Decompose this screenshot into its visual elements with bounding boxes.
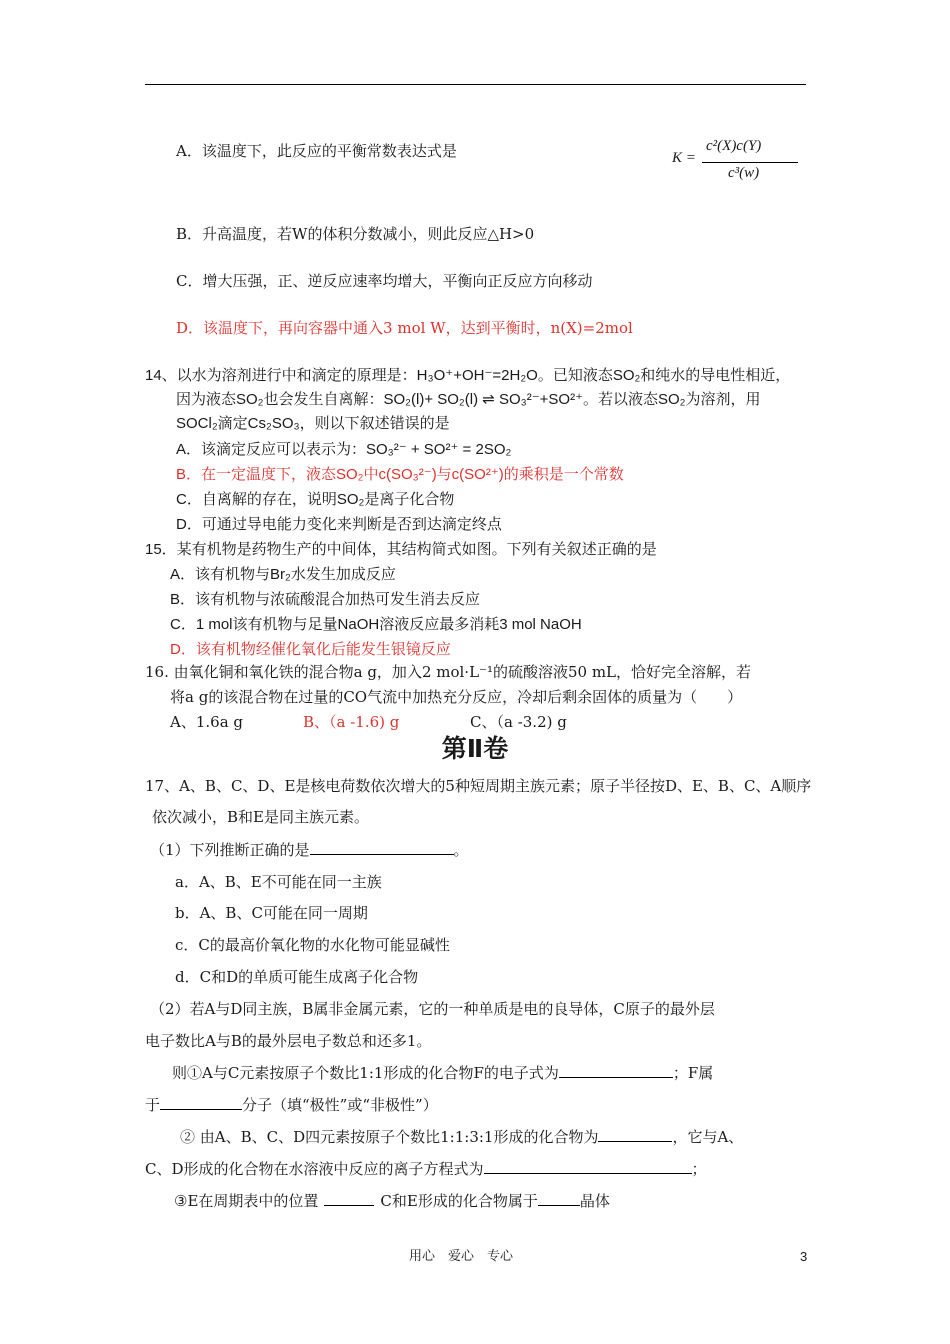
- q17-subq1-prompt: 则①A与C元素按原子个数比1:1形成的化合物F的电子式为: [172, 1064, 559, 1082]
- formula-numerator: c²(X)c(Y): [706, 138, 762, 154]
- formula-k: K =: [672, 150, 696, 166]
- q17-part2-line1: （2）若A与D同主族，B属非金属元素，它的一种单质是电的良导体，C原子的最外层: [150, 1000, 715, 1018]
- q17-option-a: a．A、B、E不可能在同一主族: [175, 873, 382, 891]
- q14-stem-line2: 因为液态SO₂也会发生自离解：SO₂(l)+ SO₂(l) ⇌ SO₃²⁻+SO²⁺。若以液态SO₂为溶剂，用: [176, 391, 761, 408]
- answer-blank[interactable]: [484, 1159, 692, 1174]
- answer-blank[interactable]: [160, 1095, 242, 1110]
- section-title: 第Ⅱ卷: [441, 734, 509, 763]
- q17-subq1-hint: 分子（填“极性”或“非极性”）: [242, 1096, 438, 1114]
- q17-part1-prompt: （1）下列推断正确的是: [150, 841, 310, 859]
- formula-denominator: c³(w): [728, 165, 760, 181]
- q14-option-c: C．自离解的存在，说明SO₂是离子化合物: [176, 491, 455, 508]
- q17-subq3-prompt: ③E在周期表中的位置: [174, 1192, 319, 1210]
- q14-stem-line1: 14、以水为溶剂进行中和滴定的原理是：H₃O⁺+OH⁻=2H₂O。已知液态SO₂和纯水的导电性相近，: [145, 367, 791, 384]
- q17-subq2-suffix: ，它与A、: [672, 1128, 744, 1146]
- answer-blank[interactable]: [559, 1063, 673, 1078]
- footer-motto: 用心 爱心 专心: [408, 1249, 513, 1264]
- q17-subq1-suffix: ；F属: [672, 1064, 714, 1082]
- q17-subq2-line1: [180, 1127, 743, 1147]
- header-rule: [145, 84, 806, 85]
- q17-part1: [150, 840, 469, 860]
- q13-option-a: A．该温度下，此反应的平衡常数表达式是: [176, 142, 457, 160]
- equilibrium-constant-formula: [672, 138, 802, 190]
- q17-stem-line1: 17、A、B、C、D、E是核电荷数依次增大的5种短周期主族元素；原子半径按D、E、B、C、A顺序: [145, 777, 812, 795]
- q17-subq3: [174, 1191, 610, 1211]
- q16-stem-line1: 16. 由氧化铜和氧化铁的混合物a g，加入2 mol·L⁻¹的硫酸溶液50 mL，恰好完全溶解，若: [145, 663, 752, 681]
- q16-option-b: B、（a -1.6) g: [303, 713, 400, 731]
- q15-stem: 15．某有机物是药物生产的中间体，其结构简式如图。下列有关叙述正确的是: [145, 541, 657, 558]
- q17-option-d: d．C和D的单质可能生成离子化合物: [175, 968, 419, 986]
- q17-part2-line2: 电子数比A与B的最外层电子数总和还多1。: [145, 1032, 432, 1050]
- q17-subq1-prefix: 于: [145, 1096, 161, 1114]
- page-number: 3: [800, 1249, 808, 1264]
- q17-subq2-equation-prompt: C、D形成的化合物在水溶液中反应的离子方程式为: [145, 1160, 484, 1178]
- q17-subq3-end: 晶体: [579, 1192, 610, 1210]
- q14-option-b: B．在一定温度下，液态SO₂中c(SO₃²⁻)与c(SO²⁺)的乘积是一个常数: [176, 466, 624, 483]
- q15-option-c: C．1 mol该有机物与足量NaOH溶液反应最多消耗3 mol NaOH: [170, 616, 582, 633]
- q17-option-c: c．C的最高价氧化物的水化物可能显碱性: [175, 936, 450, 954]
- q17-subq2-prompt: ② 由A、B、C、D四元素按原子个数比1:1:3:1形成的化合物为: [180, 1128, 599, 1146]
- q13-option-d: D．该温度下，再向容器中通入3 mol W，达到平衡时，n(X)=2mol: [176, 319, 633, 337]
- q13-option-c: C．增大压强，正、逆反应速率均增大，平衡向正反应方向移动: [176, 272, 593, 290]
- q14-option-a: A．该滴定反应可以表示为：SO₃²⁻ + SO²⁺ = 2SO₂: [176, 441, 512, 458]
- q17-subq2-end: ；: [691, 1160, 707, 1178]
- q14-stem-line3: SOCl₂滴定Cs₂SO₃，则以下叙述错误的是: [176, 415, 450, 432]
- q16-option-c: C、（a -3.2) g: [470, 713, 567, 731]
- fraction-bar: [702, 162, 798, 163]
- q15-option-a: A．该有机物与Br₂水发生加成反应: [170, 566, 396, 583]
- q17-subq1-line2: [145, 1095, 438, 1115]
- answer-blank[interactable]: [324, 1191, 374, 1206]
- q14-option-d: D．可通过导电能力变化来判断是否到达滴定终点: [176, 516, 502, 533]
- answer-blank[interactable]: [598, 1127, 672, 1142]
- q17-part1-end: 。: [453, 841, 469, 859]
- q15-option-b: B．该有机物与浓硫酸混合加热可发生消去反应: [170, 591, 481, 608]
- q17-option-b: b．A、B、C可能在同一周期: [175, 904, 368, 922]
- answer-blank[interactable]: [310, 840, 454, 855]
- q17-subq2-line2: [145, 1159, 707, 1179]
- q16-stem-line2: 将a g的该混合物在过量的CO气流中加热充分反应，冷却后剩余固体的质量为（ ）: [170, 688, 743, 706]
- q13-option-b: B．升高温度，若W的体积分数减小，则此反应△H>0: [176, 225, 535, 243]
- q17-stem-line2: 依次减小，B和E是同主族元素。: [152, 808, 369, 826]
- q15-option-d: D．该有机物经催化氧化后能发生银镜反应: [170, 641, 451, 658]
- q16-option-a: A、1.6a g: [170, 713, 244, 731]
- q17-subq1-line1: [172, 1063, 713, 1083]
- q17-subq3-mid: C和E形成的化合物属于: [380, 1192, 538, 1210]
- answer-blank[interactable]: [538, 1191, 580, 1206]
